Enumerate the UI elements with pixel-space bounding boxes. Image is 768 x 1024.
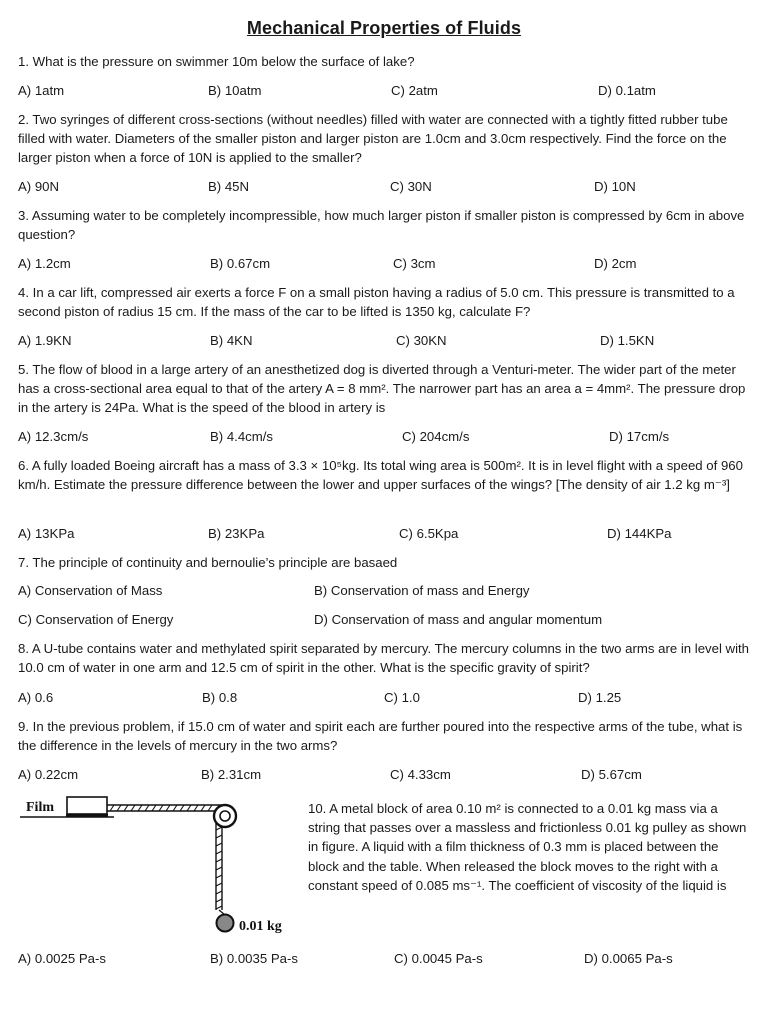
question-7: 7. The principle of continuity and bernoulie’s principle are basaed: [18, 555, 398, 570]
option-b: B) 0.0035 Pa-s: [210, 951, 298, 966]
option-c: C) 2atm: [391, 83, 438, 98]
mass-label: 0.01 kg: [239, 919, 282, 934]
option-b: B) 10atm: [208, 83, 262, 98]
options-q1: [0, 81, 768, 101]
option-d: D) Conservation of mass and angular momentum: [314, 612, 603, 627]
options-q10: [0, 949, 768, 969]
options-q7-row2: [0, 610, 768, 630]
option-a: A) 1.2cm: [18, 256, 71, 271]
question-3: 3. Assuming water to be completely incompressible, how much larger piston if smaller piston is compressed by 6cm in above question?: [18, 208, 745, 243]
options-q8: [0, 688, 768, 708]
pulley-diagram: [18, 792, 308, 942]
page-title: Mechanical Properties of Fluids: [246, 18, 522, 38]
options-q4: [0, 331, 768, 351]
option-a: A) Conservation of Mass: [18, 583, 163, 598]
question-5: 5. The flow of blood in a large artery of an anesthetized dog is diverted through a Venturi-meter. The wider part of the meter has a cross-sectional area equal to that of the artery A = 8 mm². The narrower part has an area a = 4mm². The pressure drop in the artery is 24Pa. What is the speed of the blood in artery is: [18, 362, 746, 416]
horizontal-rail: [107, 805, 222, 811]
option-c: C) Conservation of Energy: [18, 612, 174, 627]
option-c: C) 30N: [390, 179, 432, 194]
options-q5: [0, 427, 768, 447]
option-b: B) 2.31cm: [201, 767, 262, 782]
option-d: D) 10N: [594, 179, 636, 194]
option-d: D) 1.5KN: [600, 333, 655, 348]
hanging-mass: [217, 915, 234, 932]
option-b: B) 0.67cm: [210, 256, 271, 271]
metal-block: [67, 797, 107, 814]
option-d: D) 0.0065 Pa-s: [584, 951, 673, 966]
pulley-hub: [220, 811, 230, 821]
option-d: D) 1.25: [578, 690, 622, 705]
option-c: C) 6.5Kpa: [399, 526, 459, 541]
question-6: 6. A fully loaded Boeing aircraft has a mass of 3.3 × 10⁵kg. Its total wing area is 500m². It is in level flight with a speed of 960 km/h. Estimate the pressure difference between the lower and upper surfaces of the wings? [The density of air 1.2 kg m⁻³]: [18, 458, 743, 493]
option-d: D) 144KPa: [607, 526, 672, 541]
options-q7-row1: [0, 581, 768, 601]
options-q2: [0, 177, 768, 197]
option-c: C) 4.33cm: [390, 767, 451, 782]
options-q9: [0, 765, 768, 785]
film-label: Film: [26, 800, 54, 815]
question-10: 10. A metal block of area 0.10 m² is connected to a 0.01 kg mass via a string that passes over a massless and frictionless 0.01 kg pulley as shown in figure. A liquid with a film thickness of 0.3 mm is placed between the block and the table. When released the block moves to the right with a constant speed of 0.085 ms⁻¹. The coefficient of viscosity of the liquid is: [308, 801, 747, 893]
option-b: B) 4KN: [210, 333, 253, 348]
option-c: C) 30KN: [396, 333, 447, 348]
pulley-diagram-svg: [18, 792, 308, 942]
question-9: 9. In the previous problem, if 15.0 cm of water and spirit each are further poured into the respective arms of the tube, what is the difference in the levels of mercury in the two arms?: [18, 719, 743, 754]
option-b: B) 45N: [208, 179, 250, 194]
option-d: D) 17cm/s: [609, 429, 670, 444]
option-d: D) 5.67cm: [581, 767, 642, 782]
option-a: A) 13KPa: [18, 526, 75, 541]
option-c: C) 3cm: [393, 256, 436, 271]
option-c: C) 1.0: [384, 690, 420, 705]
option-b: B) 0.8: [202, 690, 238, 705]
options-q3: [0, 254, 768, 274]
option-a: A) 12.3cm/s: [18, 429, 89, 444]
question-1: 1. What is the pressure on swimmer 10m below the surface of lake?: [18, 54, 415, 69]
option-c: C) 0.0045 Pa-s: [394, 951, 483, 966]
option-d: D) 2cm: [594, 256, 637, 271]
option-b: B) 4.4cm/s: [210, 429, 274, 444]
option-a: A) 90N: [18, 179, 60, 194]
option-b: B) Conservation of mass and Energy: [314, 583, 530, 598]
option-d: D) 0.1atm: [598, 83, 656, 98]
option-a: A) 1atm: [18, 83, 65, 98]
option-c: C) 204cm/s: [402, 429, 470, 444]
question-4: 4. In a car lift, compressed air exerts a force F on a small piston having a radius of 5.0 cm. This pressure is transmitted to a second piston of radius 15 cm. If the mass of the car to be lifted is 1350 kg, calculate F?: [18, 285, 735, 320]
question-2: 2. Two syringes of different cross-sections (without needles) filled with water are connected with a tightly fitted rubber tube filled with water. Diameters of the smaller piston and larger piston are 1.0cm and 3.0cm respectively. Find the force on the larger piston when a force of 10N is applied to the smaller?: [18, 112, 728, 166]
option-a: A) 1.9KN: [18, 333, 72, 348]
option-a: A) 0.22cm: [18, 767, 79, 782]
option-a: A) 0.6: [18, 690, 54, 705]
option-b: B) 23KPa: [208, 526, 265, 541]
option-a: A) 0.0025 Pa-s: [18, 951, 106, 966]
question-8: 8. A U-tube contains water and methylated spirit separated by mercury. The mercury columns in the two arms are in level with 10.0 cm of water in one arm and 12.5 cm of spirit in the other. What is the specific gravity of spirit?: [18, 641, 750, 676]
options-q6: [0, 524, 768, 544]
